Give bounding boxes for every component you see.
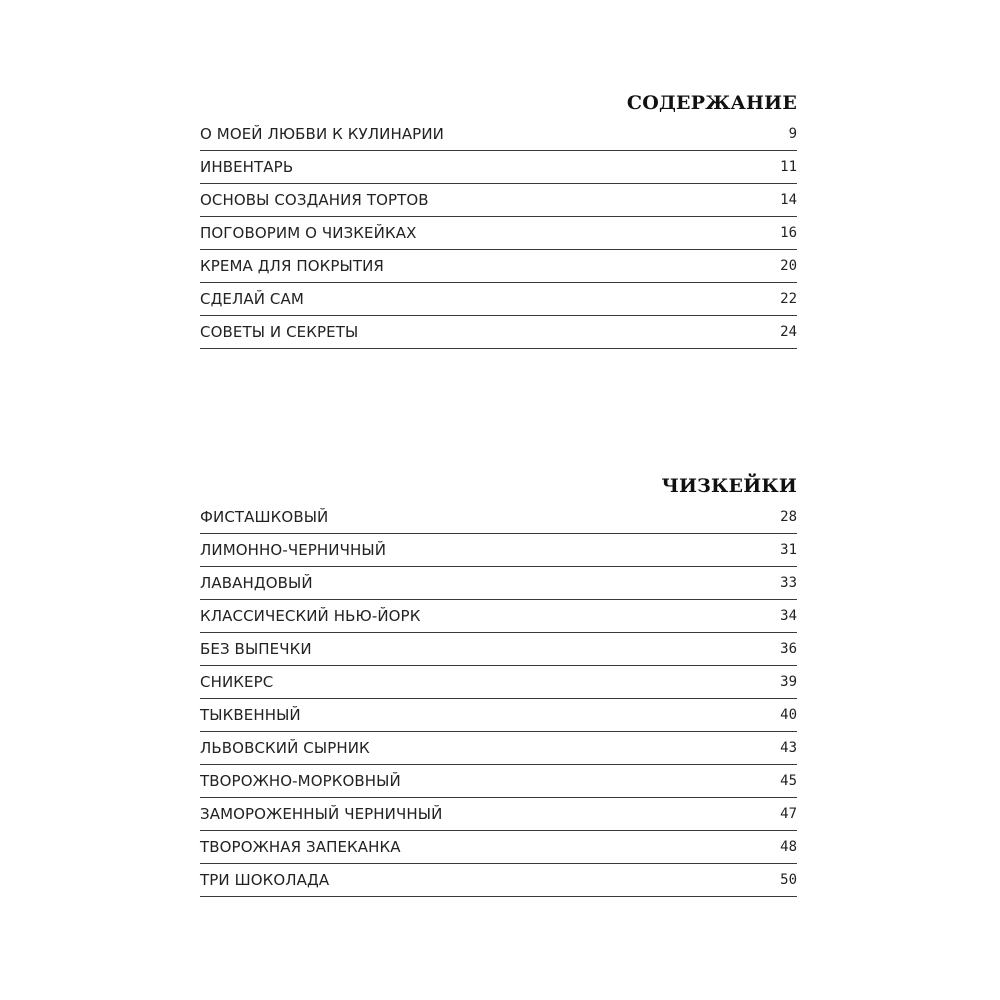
toc-entry-page-number: 39 (780, 674, 797, 690)
toc-entry-title: ПОГОВОРИМ О ЧИЗКЕЙКАХ (200, 224, 417, 242)
toc-entry-page-number: 20 (780, 258, 797, 274)
toc-entry-page-number: 47 (780, 806, 797, 822)
toc-entry-page-number: 31 (780, 542, 797, 558)
toc-entry-page-number: 33 (780, 575, 797, 591)
toc-entry (200, 316, 797, 349)
contents-list (200, 118, 797, 349)
toc-entry (200, 501, 797, 534)
cheesecakes-title: ЧИЗКЕЙКИ (661, 475, 797, 497)
toc-entry-title: КЛАССИЧЕСКИЙ НЬЮ-ЙОРК (200, 607, 421, 625)
contents-title: СОДЕРЖАНИЕ (626, 92, 797, 114)
toc-entry (200, 732, 797, 765)
toc-entry-title: СДЕЛАЙ САМ (200, 290, 304, 308)
toc-entry-title: ЛАВАНДОВЫЙ (200, 574, 313, 592)
toc-entry-page-number: 24 (780, 324, 797, 340)
toc-entry-title: ФИСТАШКОВЫЙ (200, 508, 329, 526)
toc-entry-page-number: 11 (780, 159, 797, 175)
toc-entry-title: СОВЕТЫ И СЕКРЕТЫ (200, 323, 359, 341)
toc-entry-title: СНИКЕРС (200, 673, 274, 691)
cheesecakes-list (200, 501, 797, 897)
toc-entry (200, 184, 797, 217)
cheesecakes-section (200, 471, 797, 897)
toc-entry (200, 217, 797, 250)
toc-entry-title: О МОЕЙ ЛЮБВИ К КУЛИНАРИИ (200, 125, 444, 143)
toc-entry-page-number: 36 (780, 641, 797, 657)
toc-entry-page-number: 45 (780, 773, 797, 789)
toc-entry-page-number: 48 (780, 839, 797, 855)
toc-entry-page-number: 40 (780, 707, 797, 723)
toc-entry-title: ЛИМОННО-ЧЕРНИЧНЫЙ (200, 541, 387, 559)
toc-entry (200, 151, 797, 184)
toc-entry-title: ИНВЕНТАРЬ (200, 158, 294, 176)
toc-entry (200, 831, 797, 864)
toc-entry-page-number: 9 (788, 126, 797, 142)
toc-entry (200, 666, 797, 699)
toc-entry-title: КРЕМА ДЛЯ ПОКРЫТИЯ (200, 257, 384, 275)
toc-entry (200, 118, 797, 151)
toc-entry (200, 534, 797, 567)
toc-entry-title: ТРИ ШОКОЛАДА (200, 871, 330, 889)
toc-entry (200, 633, 797, 666)
toc-entry-title: ОСНОВЫ СОЗДАНИЯ ТОРТОВ (200, 191, 429, 209)
toc-entry-page-number: 50 (780, 872, 797, 888)
toc-entry (200, 798, 797, 831)
toc-entry (200, 283, 797, 316)
toc-entry-page-number: 28 (780, 509, 797, 525)
toc-entry-title: БЕЗ ВЫПЕЧКИ (200, 640, 312, 658)
toc-entry-page-number: 22 (780, 291, 797, 307)
toc-entry-title: ТВОРОЖНАЯ ЗАПЕКАНКА (200, 838, 401, 856)
toc-entry (200, 250, 797, 283)
toc-entry-title: ТЫКВЕННЫЙ (200, 706, 301, 724)
toc-entry (200, 567, 797, 600)
toc-entry (200, 600, 797, 633)
toc-entry-title: ЛЬВОВСКИЙ СЫРНИК (200, 739, 370, 757)
toc-entry-page-number: 16 (780, 225, 797, 241)
toc-entry-title: ТВОРОЖНО-МОРКОВНЫЙ (200, 772, 401, 790)
contents-section (200, 88, 797, 349)
toc-entry (200, 864, 797, 897)
toc-entry-title: ЗАМОРОЖЕННЫЙ ЧЕРНИЧНЫЙ (200, 805, 443, 823)
toc-entry (200, 699, 797, 732)
toc-entry (200, 765, 797, 798)
toc-entry-page-number: 14 (780, 192, 797, 208)
toc-entry-page-number: 43 (780, 740, 797, 756)
toc-entry-page-number: 34 (780, 608, 797, 624)
